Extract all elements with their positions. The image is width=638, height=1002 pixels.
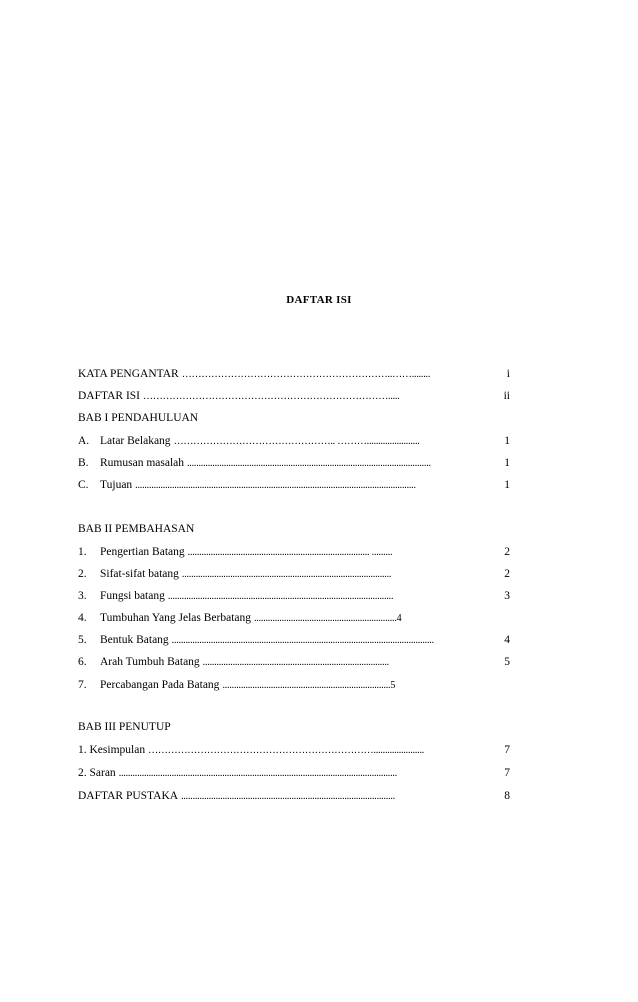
toc-leader-dots: .................................................................................................................. xyxy=(171,635,434,646)
toc-entry-daftar-pustaka xyxy=(78,789,510,804)
toc-entry-saran xyxy=(78,766,510,781)
toc-entry-label: Fungsi batang xyxy=(100,590,165,602)
toc-entry-label: DAFTAR PUSTAKA xyxy=(78,790,179,802)
toc-entry-number: 5. xyxy=(78,634,87,646)
toc-entry-rumusan-masalah xyxy=(78,456,510,471)
toc-page-number: 2 xyxy=(504,568,510,580)
toc-leader-dots: ............................................................................... ......... xyxy=(187,547,393,558)
toc-entry-label: Percabangan Pada Batang xyxy=(100,679,220,691)
toc-entry-label: 1. Kesimpulan xyxy=(78,744,146,756)
toc-leader-dots: .........................................................................5 xyxy=(222,680,396,691)
toc-entry-number: 1. xyxy=(78,546,87,558)
toc-entry-label: Sifat-sifat batang xyxy=(100,568,179,580)
toc-leader-dots: ………………………………………….. ………....................... xyxy=(173,436,420,447)
toc-entry-number: 4. xyxy=(78,612,87,624)
toc-leader-dots: ………………………………………………………..……........ xyxy=(181,369,431,380)
toc-leader-dots: ........................................................................................... xyxy=(181,569,392,580)
toc-page-number: 3 xyxy=(504,590,510,602)
toc-entry-number: A. xyxy=(78,435,90,447)
toc-entry-label: DAFTAR ISI xyxy=(78,390,141,402)
toc-entry-number: 7. xyxy=(78,679,87,691)
toc-entry-label: Tujuan xyxy=(100,479,133,491)
toc-leader-dots: .................................................................................................. xyxy=(167,591,394,602)
toc-entry-tujuan xyxy=(78,478,510,493)
toc-page-number: ii xyxy=(503,390,510,402)
toc-leader-dots: ............................................................................................. xyxy=(181,791,395,802)
toc-leader-dots: ……………………………………………………………...................... xyxy=(148,745,425,756)
toc-entry-label: Latar Belakang xyxy=(100,435,171,447)
toc-chapter-heading: BAB I PENDAHULUAN xyxy=(78,412,199,424)
toc-entry-bentuk-batang xyxy=(78,633,510,648)
toc-entry-label: Arah Tumbuh Batang xyxy=(100,656,200,668)
toc-entry-sifat-sifat-batang xyxy=(78,567,510,582)
toc-chapter-heading: BAB III PENUTUP xyxy=(78,721,171,733)
toc-page-number: 1 xyxy=(504,479,510,491)
toc-leader-dots: ..............................................................4 xyxy=(254,613,402,624)
toc-entry-tumbuhan-berbatang xyxy=(78,611,478,626)
toc-page-number: 1 xyxy=(504,457,510,469)
toc-page-number: 7 xyxy=(504,744,510,756)
toc-entry-percabangan-batang xyxy=(78,678,478,693)
toc-page-number: i xyxy=(506,368,510,380)
toc-entry-arah-tumbuh-batang xyxy=(78,655,510,670)
toc-entry-fungsi-batang xyxy=(78,589,510,604)
toc-page-number: 5 xyxy=(504,656,510,668)
toc-entry-label: KATA PENGANTAR xyxy=(78,368,179,380)
toc-entry-number: 6. xyxy=(78,656,87,668)
toc-leader-dots: …………………………………………………………………..... xyxy=(143,391,400,402)
toc-page-number: 2 xyxy=(504,546,510,558)
toc-page-number: 4 xyxy=(504,634,510,646)
toc-entry-label: Bentuk Batang xyxy=(100,634,169,646)
toc-entry-latar-belakang xyxy=(78,434,510,449)
toc-page-number: 1 xyxy=(504,435,510,447)
toc-chapter-heading: BAB II PEMBAHASAN xyxy=(78,523,195,535)
toc-entry-number: 3. xyxy=(78,590,87,602)
toc-entry-label: Tumbuhan Yang Jelas Berbatang xyxy=(100,612,251,624)
toc-entry-daftar-isi xyxy=(78,389,510,404)
toc-entry-label: 2. Saran xyxy=(78,767,116,779)
toc-leader-dots: .......................................................................................................................... xyxy=(135,480,416,491)
toc-entry-label: Pengertian Batang xyxy=(100,546,185,558)
toc-leader-dots: .......................................................................................................... xyxy=(187,458,431,469)
toc-leader-dots: ......................................................................................................................... xyxy=(118,768,397,779)
toc-leader-dots: ................................................................................. xyxy=(202,657,389,668)
toc-entry-kata-pengantar xyxy=(78,367,510,382)
toc-entry-number: 2. xyxy=(78,568,87,580)
page-title: DAFTAR ISI xyxy=(286,294,352,306)
toc-entry-number: C. xyxy=(78,479,89,491)
toc-page-number: 7 xyxy=(504,767,510,779)
toc-entry-number: B. xyxy=(78,457,89,469)
toc-page-number: 8 xyxy=(504,790,510,802)
toc-entry-pengertian-batang xyxy=(78,545,510,560)
toc-entry-label: Rumusan masalah xyxy=(100,457,184,469)
toc-entry-kesimpulan xyxy=(78,743,510,758)
